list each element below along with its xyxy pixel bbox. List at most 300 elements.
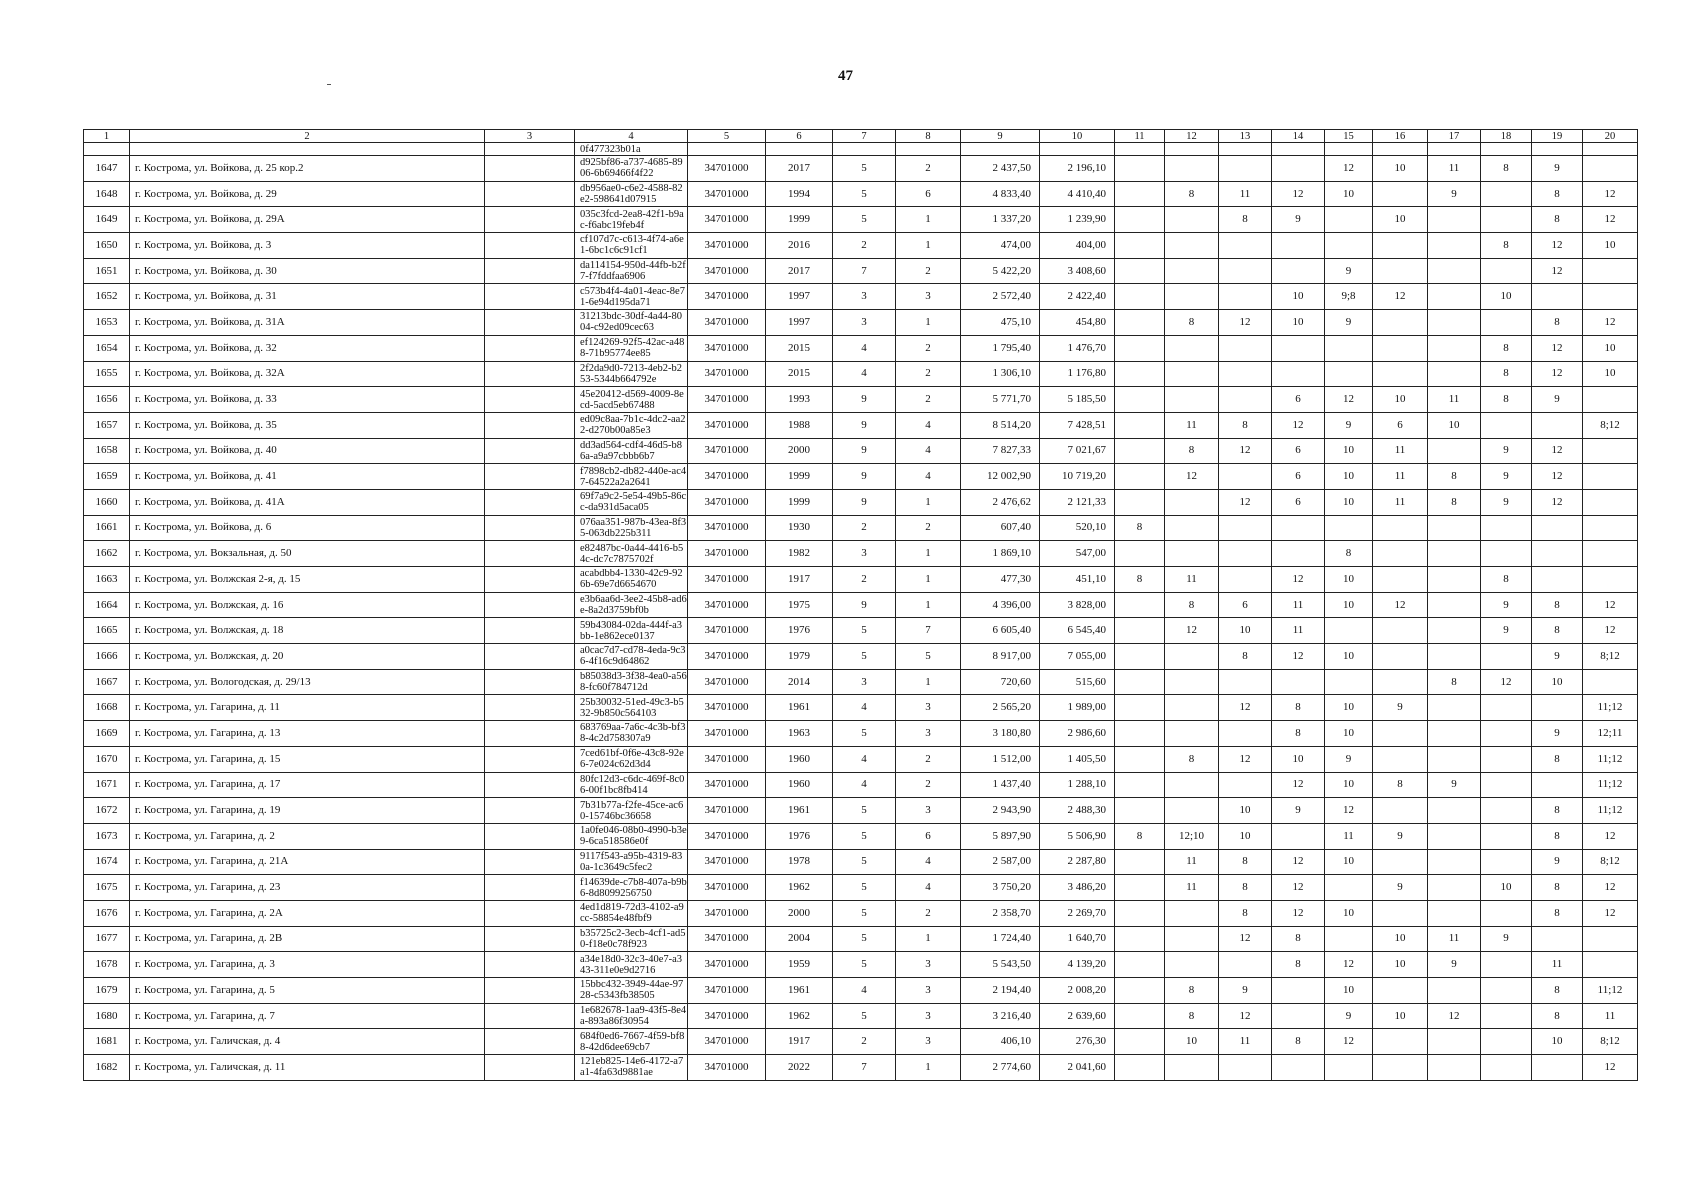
- code-cell-col-17: 8: [1428, 669, 1481, 695]
- code-cell-col-14: 12: [1272, 412, 1325, 438]
- code-cell-col-15: [1325, 335, 1373, 361]
- table-row: [84, 387, 1638, 413]
- code-cell-col-11: [1115, 746, 1165, 772]
- address-cell: г. Кострома, ул. Гагарина, д. 19: [130, 798, 485, 824]
- code-cell-col-15: 10: [1325, 464, 1373, 490]
- year-cell: 2000: [766, 900, 833, 926]
- floors-cell: 5: [833, 798, 896, 824]
- code-cell-col-18: 9: [1481, 464, 1532, 490]
- code-cell-col-13: 10: [1219, 618, 1272, 644]
- column-header: 9: [961, 130, 1040, 143]
- year-cell: 1975: [766, 592, 833, 618]
- total-area-cell: 2 572,40: [961, 284, 1040, 310]
- code-cell-col-15: 9: [1325, 258, 1373, 284]
- entrances-cell: 1: [896, 669, 961, 695]
- code-cell-col-19: 8: [1532, 181, 1583, 207]
- code-cell-col-13: 12: [1219, 438, 1272, 464]
- code-cell-col-14: 11: [1272, 592, 1325, 618]
- uuid-cell: dd3ad564-cdf4-46d5-b86a-a9a97cbbb6b7: [575, 438, 688, 464]
- total-area-cell: 2 194,40: [961, 978, 1040, 1004]
- code-cell-col-11: [1115, 875, 1165, 901]
- uuid-cell: acabdbb4-1330-42c9-926b-69e7d6654670: [575, 567, 688, 593]
- entrances-cell: 3: [896, 695, 961, 721]
- code-cell-col-18: [1481, 1055, 1532, 1081]
- code-cell-col-15: 12: [1325, 798, 1373, 824]
- uuid-cell: a0cac7d7-cd78-4eda-9c36-4f16c9d64862: [575, 644, 688, 670]
- code-cell-col-20: [1583, 926, 1638, 952]
- table-row: [84, 207, 1638, 233]
- code-cell-col-20: 8;12: [1583, 1029, 1638, 1055]
- code-cell-col-20: [1583, 464, 1638, 490]
- floors-cell: 5: [833, 875, 896, 901]
- living-area-cell: 10 719,20: [1040, 464, 1115, 490]
- table-row: [84, 669, 1638, 695]
- code-cell-col-14: [1272, 156, 1325, 182]
- year-cell: 2014: [766, 669, 833, 695]
- entrances-cell: 1: [896, 207, 961, 233]
- code-cell-col-15: 10: [1325, 489, 1373, 515]
- address-cell: г. Кострома, ул. Гагарина, д. 11: [130, 695, 485, 721]
- code-cell-col-16: 9: [1373, 695, 1428, 721]
- empty-cell: [485, 669, 575, 695]
- row-number: 1659: [84, 464, 130, 490]
- total-area-cell: 4 833,40: [961, 181, 1040, 207]
- code-cell-col-16: 10: [1373, 926, 1428, 952]
- code-cell-col-13: [1219, 233, 1272, 259]
- code-cell-col-19: 9: [1532, 721, 1583, 747]
- floors-cell: 2: [833, 1029, 896, 1055]
- address-cell: г. Кострома, ул. Гагарина, д. 15: [130, 746, 485, 772]
- code-cell-col-12: 10: [1165, 1029, 1219, 1055]
- code-cell-col-19: 12: [1532, 258, 1583, 284]
- code-cell-col-16: 11: [1373, 464, 1428, 490]
- empty-cell: [485, 823, 575, 849]
- code-cell-col-17: [1428, 746, 1481, 772]
- code-cell-col-14: [1272, 515, 1325, 541]
- code-cell-col-16: 10: [1373, 387, 1428, 413]
- code-cell-col-20: [1583, 387, 1638, 413]
- row-number: 1681: [84, 1029, 130, 1055]
- table-row: [84, 772, 1638, 798]
- uuid-cell: d925bf86-a737-4685-8906-6b69466f4f22: [575, 156, 688, 182]
- code-cell-col-17: [1428, 823, 1481, 849]
- uuid-cell: ed09c8aa-7b1c-4dc2-aa22-d270b00a85e3: [575, 412, 688, 438]
- year-cell: 2017: [766, 258, 833, 284]
- address-cell: г. Кострома, ул. Волжская, д. 20: [130, 644, 485, 670]
- entrances-cell: 2: [896, 387, 961, 413]
- code-cell-col-15: [1325, 669, 1373, 695]
- code-cell-col-14: 6: [1272, 464, 1325, 490]
- empty-cell: [485, 438, 575, 464]
- code-cell-col-14: [1272, 669, 1325, 695]
- code-cell-col-13: [1219, 361, 1272, 387]
- table-row: [84, 438, 1638, 464]
- oktmo-cell: 34701000: [688, 644, 766, 670]
- year-cell: 1917: [766, 1029, 833, 1055]
- entrances-cell: 3: [896, 952, 961, 978]
- living-area-cell: 2 196,10: [1040, 156, 1115, 182]
- floors-cell: 5: [833, 618, 896, 644]
- living-area-cell: 7 021,67: [1040, 438, 1115, 464]
- table-row: [84, 721, 1638, 747]
- code-cell-col-13: 8: [1219, 849, 1272, 875]
- entrances-cell: 2: [896, 258, 961, 284]
- column-header: 12: [1165, 130, 1219, 143]
- total-area-cell: 477,30: [961, 567, 1040, 593]
- oktmo-cell: 34701000: [688, 412, 766, 438]
- column-header: 13: [1219, 130, 1272, 143]
- year-cell: 1961: [766, 978, 833, 1004]
- code-cell-col-13: [1219, 258, 1272, 284]
- uuid-cell: 80fc12d3-c6dc-469f-8c06-00f1bc8fb414: [575, 772, 688, 798]
- empty-cell: [485, 746, 575, 772]
- oktmo-cell: 34701000: [688, 361, 766, 387]
- code-cell-col-17: [1428, 310, 1481, 336]
- code-cell-col-12: 11: [1165, 849, 1219, 875]
- living-area-cell: 2 639,60: [1040, 1003, 1115, 1029]
- code-cell-col-18: [1481, 207, 1532, 233]
- oktmo-cell: 34701000: [688, 310, 766, 336]
- code-cell-col-18: 8: [1481, 567, 1532, 593]
- floors-cell: 4: [833, 978, 896, 1004]
- address-cell: г. Кострома, ул. Галичская, д. 11: [130, 1055, 485, 1081]
- row-number: 1647: [84, 156, 130, 182]
- code-cell-col-14: 12: [1272, 875, 1325, 901]
- row-number: 1655: [84, 361, 130, 387]
- uuid-cell: 31213bdc-30df-4a44-8004-c92ed09cec63: [575, 310, 688, 336]
- entrances-cell: 6: [896, 823, 961, 849]
- code-cell-col-17: [1428, 438, 1481, 464]
- table-row: [84, 952, 1638, 978]
- code-cell-col-18: [1481, 412, 1532, 438]
- code-cell-col-20: 8;12: [1583, 644, 1638, 670]
- row-number: 1662: [84, 541, 130, 567]
- living-area-cell: 515,60: [1040, 669, 1115, 695]
- row-number: 1665: [84, 618, 130, 644]
- code-cell-col-18: 8: [1481, 233, 1532, 259]
- total-area-cell: 3 750,20: [961, 875, 1040, 901]
- code-cell-col-19: [1532, 1055, 1583, 1081]
- entrances-cell: 7: [896, 618, 961, 644]
- code-cell-col-12: [1165, 258, 1219, 284]
- page-number: 47: [838, 68, 853, 84]
- living-area-cell: 1 176,80: [1040, 361, 1115, 387]
- code-cell-col-13: [1219, 464, 1272, 490]
- entrances-cell: 1: [896, 489, 961, 515]
- row-number: 1658: [84, 438, 130, 464]
- empty-cell: [485, 515, 575, 541]
- floors-cell: 2: [833, 233, 896, 259]
- code-cell-col-15: 9: [1325, 310, 1373, 336]
- row-number: 1673: [84, 823, 130, 849]
- code-cell-col-12: [1165, 335, 1219, 361]
- code-cell-col-16: 9: [1373, 823, 1428, 849]
- empty-cell: [485, 387, 575, 413]
- code-cell-col-15: 9;8: [1325, 284, 1373, 310]
- living-area-cell: 2 269,70: [1040, 900, 1115, 926]
- oktmo-cell: 34701000: [688, 695, 766, 721]
- table-row: [84, 695, 1638, 721]
- column-header: 15: [1325, 130, 1373, 143]
- code-cell-col-11: [1115, 978, 1165, 1004]
- table-row: [84, 233, 1638, 259]
- address-cell: г. Кострома, ул. Войкова, д. 32А: [130, 361, 485, 387]
- entrances-cell: 2: [896, 746, 961, 772]
- total-area-cell: 3 180,80: [961, 721, 1040, 747]
- floors-cell: 5: [833, 644, 896, 670]
- code-cell-col-20: 12: [1583, 592, 1638, 618]
- code-cell-col-18: 9: [1481, 618, 1532, 644]
- address-cell: г. Кострома, ул. Гагарина, д. 2: [130, 823, 485, 849]
- total-area-cell: 406,10: [961, 1029, 1040, 1055]
- code-cell-col-15: [1325, 207, 1373, 233]
- year-cell: 1994: [766, 181, 833, 207]
- empty-cell: [485, 849, 575, 875]
- total-area-cell: 2 358,70: [961, 900, 1040, 926]
- code-cell-col-11: [1115, 669, 1165, 695]
- floors-cell: 5: [833, 926, 896, 952]
- total-area-cell: 4 396,00: [961, 592, 1040, 618]
- code-cell-col-13: 10: [1219, 798, 1272, 824]
- code-cell-col-11: 8: [1115, 823, 1165, 849]
- uuid-cell: b35725c2-3ecb-4cf1-ad50-f18e0c78f923: [575, 926, 688, 952]
- living-area-cell: 2 287,80: [1040, 849, 1115, 875]
- code-cell-col-16: [1373, 900, 1428, 926]
- code-cell-col-12: 8: [1165, 438, 1219, 464]
- code-cell-col-13: 12: [1219, 489, 1272, 515]
- oktmo-cell: 34701000: [688, 746, 766, 772]
- code-cell-col-13: [1219, 772, 1272, 798]
- code-cell-col-17: [1428, 335, 1481, 361]
- code-cell-col-19: 8: [1532, 1003, 1583, 1029]
- entrances-cell: 2: [896, 900, 961, 926]
- living-area-cell: 3 408,60: [1040, 258, 1115, 284]
- floors-cell: 4: [833, 772, 896, 798]
- oktmo-cell: 34701000: [688, 875, 766, 901]
- code-cell-col-17: 9: [1428, 952, 1481, 978]
- total-area-cell: 7 827,33: [961, 438, 1040, 464]
- code-cell-col-12: 12;10: [1165, 823, 1219, 849]
- row-number: 1656: [84, 387, 130, 413]
- code-cell-col-12: 11: [1165, 567, 1219, 593]
- uuid-cell: 683769aa-7a6c-4c3b-bf38-4c2d758307a9: [575, 721, 688, 747]
- floors-cell: 4: [833, 746, 896, 772]
- code-cell-col-13: [1219, 1055, 1272, 1081]
- code-cell-col-18: 8: [1481, 387, 1532, 413]
- table-row: [84, 1055, 1638, 1081]
- code-cell-col-18: 9: [1481, 438, 1532, 464]
- code-cell-col-15: [1325, 361, 1373, 387]
- code-cell-col-15: 10: [1325, 438, 1373, 464]
- address-cell: г. Кострома, ул. Войкова, д. 32: [130, 335, 485, 361]
- empty-cell: [485, 618, 575, 644]
- code-cell-col-12: [1165, 489, 1219, 515]
- address-cell: г. Кострома, ул. Вологодская, д. 29/13: [130, 669, 485, 695]
- code-cell-col-19: 8: [1532, 900, 1583, 926]
- row-number: 1661: [84, 515, 130, 541]
- code-cell-col-15: 10: [1325, 721, 1373, 747]
- column-header: 1: [84, 130, 130, 143]
- year-cell: 1961: [766, 695, 833, 721]
- year-cell: 1963: [766, 721, 833, 747]
- code-cell-col-11: [1115, 618, 1165, 644]
- code-cell-col-13: 12: [1219, 746, 1272, 772]
- uuid-cell: a34e18d0-32c3-40e7-a343-311e0e9d2716: [575, 952, 688, 978]
- code-cell-col-17: 11: [1428, 926, 1481, 952]
- code-cell-col-14: 8: [1272, 926, 1325, 952]
- code-cell-col-15: 10: [1325, 900, 1373, 926]
- code-cell-col-18: [1481, 849, 1532, 875]
- entrances-cell: 4: [896, 438, 961, 464]
- oktmo-cell: 34701000: [688, 438, 766, 464]
- code-cell-col-17: [1428, 1029, 1481, 1055]
- code-cell-col-12: 8: [1165, 1003, 1219, 1029]
- code-cell-col-20: [1583, 952, 1638, 978]
- code-cell-col-15: 10: [1325, 772, 1373, 798]
- code-cell-col-18: [1481, 695, 1532, 721]
- column-header: 16: [1373, 130, 1428, 143]
- code-cell-col-20: 10: [1583, 361, 1638, 387]
- oktmo-cell: 34701000: [688, 592, 766, 618]
- code-cell-col-19: 9: [1532, 387, 1583, 413]
- code-cell-col-19: 10: [1532, 669, 1583, 695]
- code-cell-col-19: 8: [1532, 798, 1583, 824]
- year-cell: 1961: [766, 798, 833, 824]
- code-cell-col-16: [1373, 258, 1428, 284]
- table-row: [84, 541, 1638, 567]
- living-area-cell: 2 121,33: [1040, 489, 1115, 515]
- table-row: [84, 978, 1638, 1004]
- table-row: [84, 592, 1638, 618]
- code-cell-col-14: 8: [1272, 1029, 1325, 1055]
- code-cell-col-12: [1165, 952, 1219, 978]
- code-cell-col-20: 12: [1583, 875, 1638, 901]
- empty-cell: [485, 772, 575, 798]
- table-row: [84, 849, 1638, 875]
- code-cell-col-17: [1428, 284, 1481, 310]
- row-number: 1667: [84, 669, 130, 695]
- code-cell-col-20: 8;12: [1583, 412, 1638, 438]
- column-number-row: [84, 130, 1638, 143]
- code-cell-col-15: [1325, 515, 1373, 541]
- empty-cell: [485, 1029, 575, 1055]
- code-cell-col-19: 8: [1532, 618, 1583, 644]
- living-area-cell: 1 476,70: [1040, 335, 1115, 361]
- row-number: 1682: [84, 1055, 130, 1081]
- code-cell-col-14: 11: [1272, 618, 1325, 644]
- total-area-cell: 474,00: [961, 233, 1040, 259]
- code-cell-col-17: 11: [1428, 156, 1481, 182]
- code-cell-col-17: [1428, 592, 1481, 618]
- code-cell-col-18: [1481, 721, 1532, 747]
- code-cell-col-19: [1532, 772, 1583, 798]
- entrances-cell: 4: [896, 849, 961, 875]
- living-area-cell: 547,00: [1040, 541, 1115, 567]
- floors-cell: 5: [833, 181, 896, 207]
- code-cell-col-13: [1219, 669, 1272, 695]
- column-header: 6: [766, 130, 833, 143]
- code-cell-col-13: 8: [1219, 207, 1272, 233]
- empty-cell: [485, 644, 575, 670]
- row-number: 1657: [84, 412, 130, 438]
- oktmo-cell: 34701000: [688, 284, 766, 310]
- code-cell-col-20: 11;12: [1583, 772, 1638, 798]
- code-cell-col-19: 8: [1532, 592, 1583, 618]
- empty-cell: [485, 721, 575, 747]
- address-cell: г. Кострома, ул. Галичская, д. 4: [130, 1029, 485, 1055]
- code-cell-col-15: 10: [1325, 849, 1373, 875]
- table-row: [84, 412, 1638, 438]
- uuid-cell: 121eb825-14e6-4172-a7a1-4fa63d9881ae: [575, 1055, 688, 1081]
- address-cell: г. Кострома, ул. Гагарина, д. 21А: [130, 849, 485, 875]
- floors-cell: 7: [833, 258, 896, 284]
- living-area-cell: 3 828,00: [1040, 592, 1115, 618]
- living-area-cell: 5 185,50: [1040, 387, 1115, 413]
- code-cell-col-20: [1583, 489, 1638, 515]
- uuid-cell: db956ae0-c6e2-4588-82e2-598641d07915: [575, 181, 688, 207]
- address-cell: г. Кострома, ул. Войкова, д. 31: [130, 284, 485, 310]
- code-cell-col-20: [1583, 515, 1638, 541]
- table-row: [84, 618, 1638, 644]
- row-number: 1679: [84, 978, 130, 1004]
- total-area-cell: 2 943,90: [961, 798, 1040, 824]
- code-cell-col-11: [1115, 798, 1165, 824]
- address-cell: г. Кострома, ул. Войкова, д. 41А: [130, 489, 485, 515]
- entrances-cell: 3: [896, 1003, 961, 1029]
- total-area-cell: 2 774,60: [961, 1055, 1040, 1081]
- oktmo-cell: 34701000: [688, 233, 766, 259]
- code-cell-col-16: [1373, 978, 1428, 1004]
- code-cell-col-13: 11: [1219, 1029, 1272, 1055]
- code-cell-col-20: [1583, 541, 1638, 567]
- code-cell-col-13: [1219, 156, 1272, 182]
- code-cell-col-15: [1325, 618, 1373, 644]
- entrances-cell: 1: [896, 592, 961, 618]
- code-cell-col-20: [1583, 438, 1638, 464]
- oktmo-cell: 34701000: [688, 978, 766, 1004]
- address-cell: г. Кострома, ул. Волжская, д. 16: [130, 592, 485, 618]
- empty-cell: [485, 310, 575, 336]
- living-area-cell: 1 989,00: [1040, 695, 1115, 721]
- code-cell-col-12: 12: [1165, 464, 1219, 490]
- empty-cell: [485, 361, 575, 387]
- code-cell-col-12: [1165, 284, 1219, 310]
- column-header: 2: [130, 130, 485, 143]
- entrances-cell: 3: [896, 284, 961, 310]
- empty-cell: [485, 798, 575, 824]
- code-cell-col-17: 12: [1428, 1003, 1481, 1029]
- total-area-cell: 1 795,40: [961, 335, 1040, 361]
- code-cell-col-13: 6: [1219, 592, 1272, 618]
- code-cell-col-17: [1428, 798, 1481, 824]
- row-number: 1674: [84, 849, 130, 875]
- code-cell-col-14: [1272, 823, 1325, 849]
- oktmo-cell: 34701000: [688, 1003, 766, 1029]
- entrances-cell: 1: [896, 233, 961, 259]
- oktmo-cell: 34701000: [688, 798, 766, 824]
- row-number: 1653: [84, 310, 130, 336]
- entrances-cell: 1: [896, 567, 961, 593]
- address-cell: г. Кострома, ул. Волжская, д. 18: [130, 618, 485, 644]
- code-cell-col-18: [1481, 310, 1532, 336]
- code-cell-col-11: [1115, 412, 1165, 438]
- code-cell-col-19: 12: [1532, 361, 1583, 387]
- code-cell-col-19: 8: [1532, 207, 1583, 233]
- code-cell-col-20: 12: [1583, 900, 1638, 926]
- code-cell-col-18: [1481, 772, 1532, 798]
- code-cell-col-19: 11: [1532, 952, 1583, 978]
- table-row: [84, 258, 1638, 284]
